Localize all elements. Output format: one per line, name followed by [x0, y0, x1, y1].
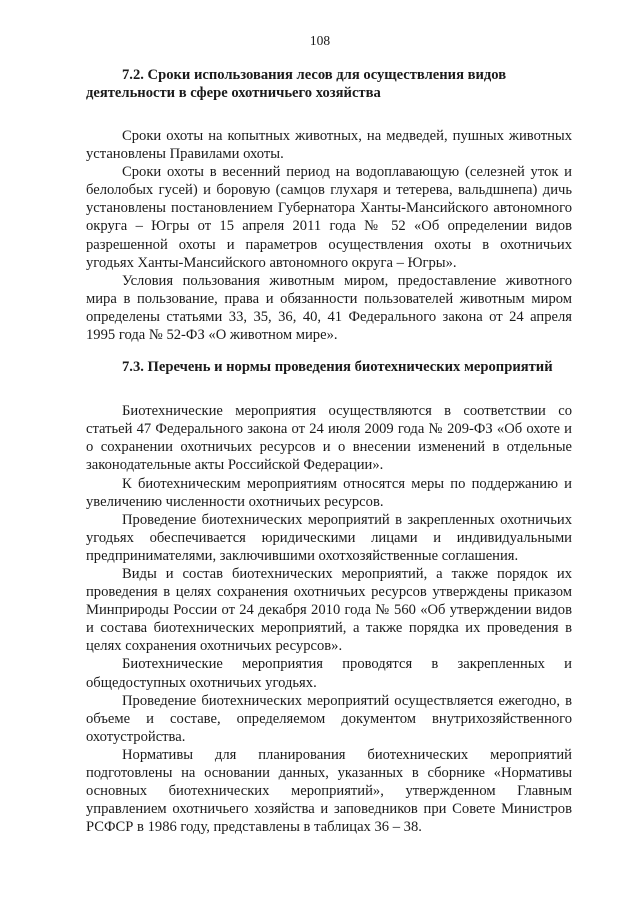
- section-7-3-paragraph: Биотехнические мероприятия проводятся в закрепленных и общедоступных охотничьих угодьях.: [86, 656, 572, 691]
- section-7-3-paragraph: Виды и состав биотехнических мероприятий, а также порядок их проведения в целях сохранения охотничьих ресурсов утверждены приказом Минприроды России от 24 декабря 2010 года № 560 «Об утверждении видов и состава биотехнических мероприятий, а также порядка их проведения в целях сохранения охотничьих ресурсов».: [86, 565, 572, 655]
- section-7-3-title: 7.3. Перечень и нормы проведения биотехнических мероприятий: [122, 359, 553, 376]
- section-7-2-title: 7.2. Сроки использования лесов для осуществления видов деятельности в сфере охотничьего хозяйства: [86, 67, 507, 101]
- section-7-3-paragraph: К биотехническим мероприятиям относятся меры по поддержанию и увеличению численности охотничьих ресурсов.: [86, 475, 572, 510]
- section-7-3-paragraph: Проведение биотехнических мероприятий осуществляется ежегодно, в объеме и составе, определяемом документом внутрихозяйственного охотустройства.: [86, 692, 572, 745]
- section-7-3-paragraph: Проведение биотехнических мероприятий в закрепленных охотничьих угодьях обеспечивается юридическими лицами и индивидуальными предпринимателями, заключившими охотхозяйственные соглашения.: [86, 511, 572, 564]
- section-7-3-paragraph: Нормативы для планирования биотехнических мероприятий подготовлены на основании данных, указанных в сборнике «Нормативы основных биотехнических мероприятий», утвержденном Главным управлением охотничьего хозяйства и заповедников при Совете Министров РСФСР в 1986 году, представлены в таблицах 36 – 38.: [86, 746, 572, 836]
- section-7-2-paragraph: Сроки охоты в весенний период на водоплавающую (селезней уток и белолобых гусей) и боровую (самцов глухаря и тетерева, вальдшнепа) дичь установлены постановлением Губернатора Ханты-Мансийского автономного округа – Югры от 15 апреля 2011 года № 52 «Об определении видов разрешенной охоты и параметров осуществления охоты в охотничьих угодьях Ханты-Мансийского автономного округа – Югры».: [86, 164, 572, 271]
- page-number: 108: [309, 33, 331, 48]
- page-content: [86, 66, 572, 836]
- section-7-3-paragraph: Биотехнические мероприятия осуществляются в соответствии со статьей 47 Федерального закона от 24 июля 2009 года № 209-ФЗ «Об охоте и о сохранении охотничьих ресурсов и о внесении изменений в отдельные законодательные акты Российской Федерации».: [86, 403, 572, 474]
- section-7-2-paragraph: Условия пользования животным миром, предоставление животного мира в пользование, права и обязанности пользователей животным миром определены статьями 33, 35, 36, 40, 41 Федерального закона от 24 апреля 1995 года № 52-ФЗ «О животном мире».: [86, 272, 572, 344]
- section-7-2-paragraph: Сроки охоты на копытных животных, на медведей, пушных животных установлены Правилами охоты.: [86, 128, 572, 163]
